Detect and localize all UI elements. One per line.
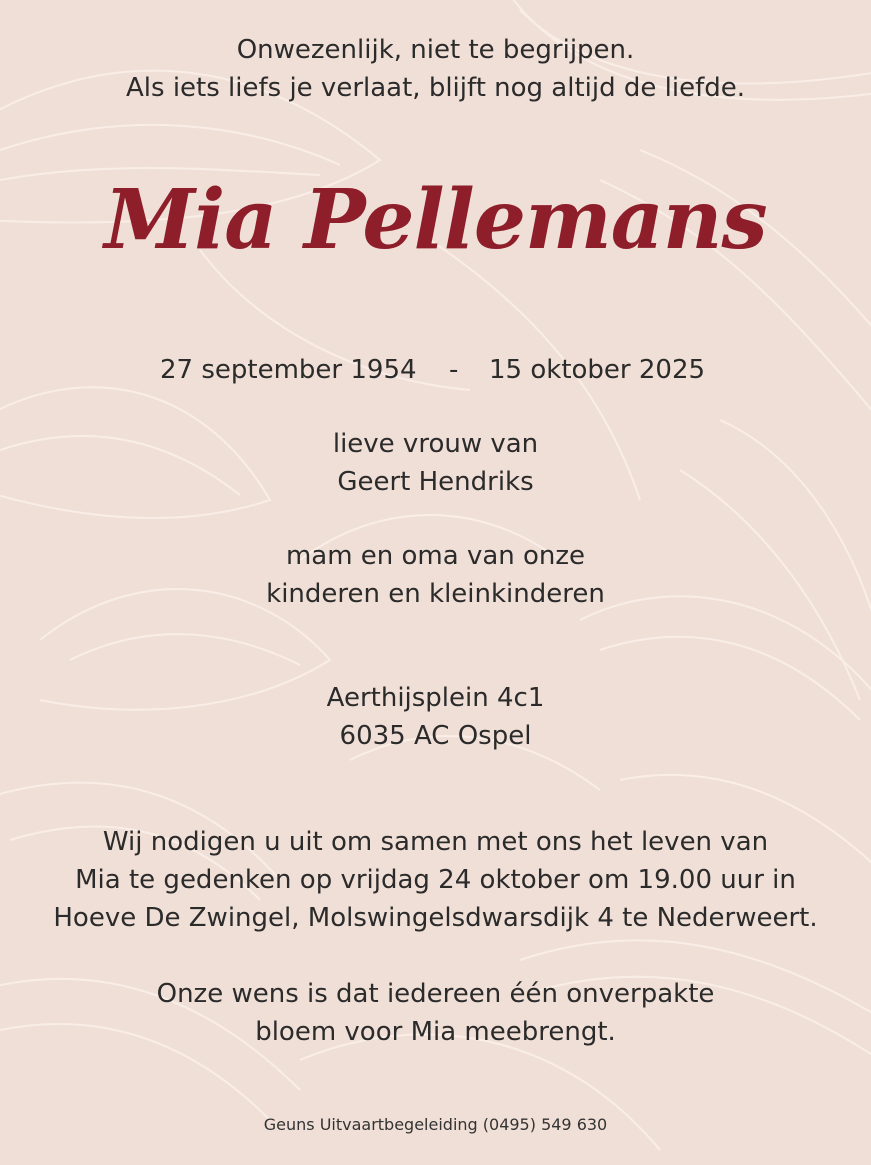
invite-line-2: Mia te gedenken op vrijdag 24 oktober om 19.00 uur in xyxy=(75,865,796,895)
address-line-2: 6035 AC Ospel xyxy=(339,721,532,751)
relation-line-1: lieve vrouw van xyxy=(332,429,539,459)
invite-line-3: Hoeve De Zwingel, Molswingelsdwarsdijk 4 te Nederweert. xyxy=(53,903,818,933)
death-date: 15 oktober 2025 xyxy=(489,355,706,385)
funeral-director-footer: Geuns Uitvaartbegeleiding (0495) 549 630 xyxy=(263,1115,608,1134)
quote-line-1: Onwezenlijk, niet te begrijpen. xyxy=(236,35,635,65)
address-line-1: Aerthijsplein 4c1 xyxy=(326,683,545,713)
relation-line-2: Geert Hendriks xyxy=(337,467,534,497)
relation-line-4: kinderen en kleinkinderen xyxy=(266,579,605,609)
wish-line-2: bloem voor Mia meebrengt. xyxy=(255,1017,616,1047)
life-dates xyxy=(0,352,871,388)
deceased-name: Mia Pellemans xyxy=(104,172,767,268)
date-separator: - xyxy=(449,355,459,385)
quote-line-2: Als iets liefs je verlaat, blijft nog altijd de liefde. xyxy=(126,73,745,103)
invite-line-1: Wij nodigen u uit om samen met ons het leven van xyxy=(102,827,769,857)
wish-line-1: Onze wens is dat iedereen één onverpakte xyxy=(156,979,715,1009)
birth-date: 27 september 1954 xyxy=(160,355,417,385)
relation-line-3: mam en oma van onze xyxy=(285,541,586,571)
